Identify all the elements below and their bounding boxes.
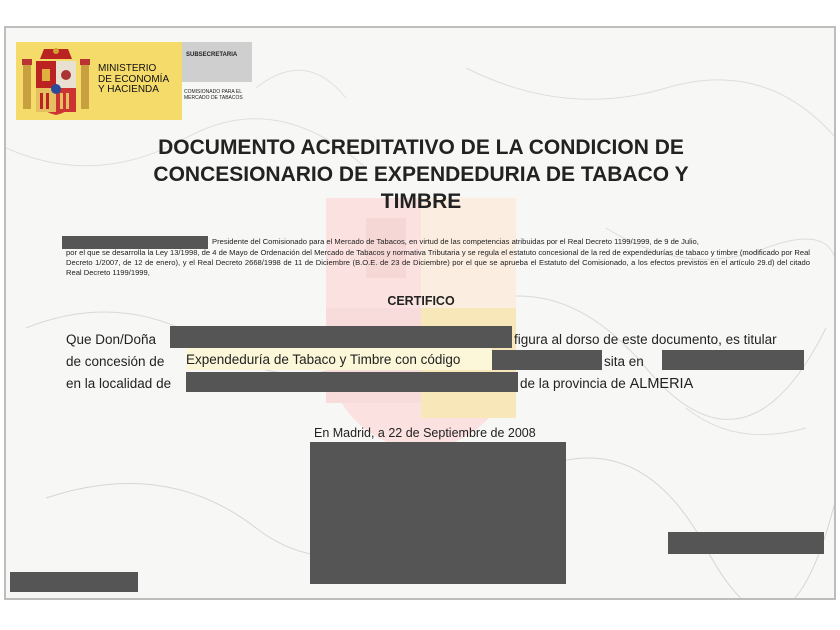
certificate-sheet: [4, 26, 836, 600]
preamble-text: por el que se desarrolla la Ley 13/1998, de 4 de Mayo de Ordenación del Mercado de Tabacos y normativa Tributaria y se regula el estatuto concesional de la red de expendedurías de tabaco y timbre (modificado por Real Decreto 1/2007, de 12 de enero), y el Real Decreto 2668/1998 de 11 de Diciembre (B.O.E. de 23 de Diciembre) por el que se aprueba el Estatuto del Comisionado, a los efectos previstos en el artículo 29.d) del citado Real Decreto 1199/1999,: [66, 248, 810, 278]
certifico-heading: CERTIFICO: [387, 294, 455, 308]
redacted-holder-name: [170, 326, 512, 348]
preamble-first-line: Presidente del Comisionado para el Mercado de Tabacos, en virtud de las competencias atribuidas por el Real Decreto 1199/1999, de 9 de Julio,: [212, 237, 699, 246]
line1-label: Que Don/Doña: [66, 332, 157, 347]
province-value: ALMERIA: [629, 376, 694, 392]
redacted-stamp-right: [668, 532, 824, 554]
document-title: DOCUMENTO ACREDITATIVO DE LA CONDICION DE CONCESIONARIO DE EXPENDEDURIA DE TABACO Y TIMBRE: [153, 136, 689, 213]
place-and-date: En Madrid, a 22 de Septiembre de 2008: [314, 426, 536, 440]
subsecretaria-box: SUBSECRETARIA: [182, 42, 252, 82]
coat-of-arms-watermark: [306, 188, 536, 458]
line3-label: en la localidad de: [66, 376, 172, 391]
redacted-locality: [186, 372, 518, 392]
line3-continuation: de la provincia de ALMERIA: [520, 376, 694, 392]
line2-label: de concesión de: [66, 354, 165, 369]
sita-en-label: sita en: [604, 354, 644, 369]
redacted-signature: [310, 442, 566, 584]
spanish-coat-of-arms-icon: [20, 45, 92, 117]
ministry-name: MINISTERIO DE ECONOMÍA Y HACIENDA: [98, 63, 170, 95]
redacted-code: [492, 350, 602, 370]
concession-type: Expendeduría de Tabaco y Timbre con código: [186, 352, 461, 367]
commission-label: COMISIONADO PARA EL MERCADO DE TABACOS: [184, 89, 243, 101]
ministry-logo: [16, 42, 182, 120]
line1-continuation: figura al dorso de este documento, es titular: [514, 332, 777, 347]
redacted-address: [662, 350, 804, 370]
redacted-stamp-left: [10, 572, 138, 592]
